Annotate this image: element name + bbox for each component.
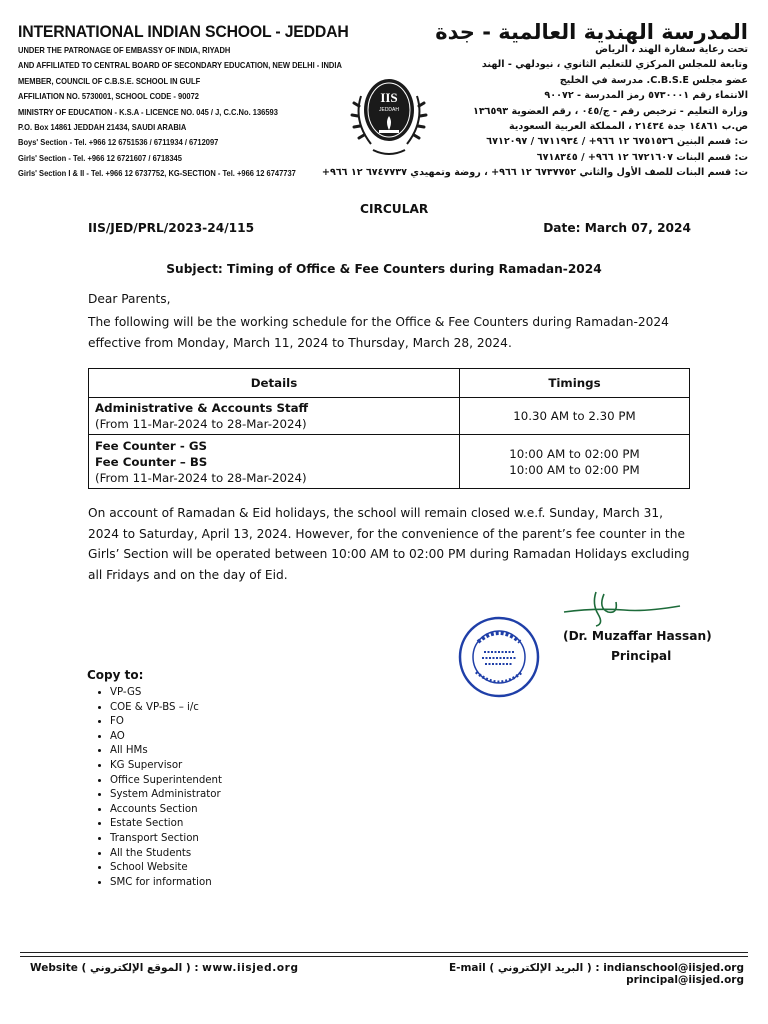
letterhead-line-english: AND AFFILIATED TO CENTRAL BOARD OF SECONDARY EDUCATION, NEW DELHI - INDIA — [18, 61, 342, 71]
row-detail-note: (From 11-Mar-2024 to 28-Mar-2024) — [95, 470, 307, 485]
letterhead-line-arabic: ص.ب ١٤٨٦١ جدة ٢١٤٣٤ ، المملكة العربية السعودية — [508, 121, 748, 133]
letterhead-line-arabic: الانتماء رقم ٥٧٣٠٠٠١ رمز المدرسة - ٩٠٠٧٢ — [544, 90, 748, 102]
letterhead-line-arabic: عضو مجلس C.B.S.E. مدرسة في الخليج — [559, 74, 748, 86]
letterhead-line-english: MINISTRY OF EDUCATION - K.S.A - LICENCE NO. 045 / J, C.C.No. 136593 — [18, 107, 278, 117]
list-item: • Estate Section — [110, 817, 222, 832]
salutation: Dear Parents, — [88, 292, 171, 306]
logo-initials: IIS — [380, 90, 398, 105]
header-timings: Timings — [460, 369, 690, 398]
circular-heading: CIRCULAR — [360, 202, 429, 216]
row-detail-note: (From 11-Mar-2024 to 28-Mar-2024) — [95, 417, 307, 431]
website-label: Website ( الموقع الإلكتروني ) : — [30, 962, 199, 974]
circular-reference: IIS/JED/PRL/2023-24/115 — [88, 221, 255, 235]
list-item: • Transport Section — [110, 832, 222, 847]
footer-email — [449, 962, 744, 986]
list-item: • FO — [110, 715, 222, 730]
table-row — [89, 398, 690, 435]
letterhead-line-english: Girls' Section - Tel. +966 12 6721607 / 6718345 — [18, 153, 182, 163]
letterhead-english — [18, 22, 363, 182]
list-item: • SMC for information — [110, 876, 222, 891]
row-timings — [460, 435, 690, 489]
letterhead-line-english: AFFILIATION NO. 5730001, SCHOOL CODE - 90072 — [18, 92, 199, 102]
school-name-arabic: المدرسة الهندية العالمية - جدة — [435, 20, 748, 44]
signature — [556, 588, 686, 628]
list-item: • System Administrator — [110, 788, 222, 803]
letterhead-line-english: Girls' Section I & II - Tel. +966 12 6737752, KG-SECTION - Tel. +966 12 6747737 — [18, 169, 296, 179]
letterhead-line-arabic: وزارة التعليم - ترخيص رقم - ج/٠٤٥ ، رقم العضوية ١٣٦٥٩٣ — [472, 105, 748, 117]
letterhead-line-arabic: وتابعة للمجلس المركزي للتعليم الثانوي ، نيودلهي - الهند — [481, 59, 748, 71]
school-name-english: INTERNATIONAL INDIAN SCHOOL - JEDDAH — [18, 22, 349, 41]
row-details — [89, 398, 460, 435]
letterhead-line-arabic: ت: قسم البنات ٦٧٢١٦٠٧ ١٢ ٩٦٦+ / ٦٧١٨٣٤٥ — [536, 151, 748, 163]
row-detail-title: Administrative & Accounts Staff — [95, 401, 309, 415]
row-timing: 10:00 AM to 02:00 PM — [509, 462, 640, 477]
row-timing: 10:00 AM to 02:00 PM — [509, 446, 640, 461]
list-item: • All HMs — [110, 744, 222, 759]
list-item: • AO — [110, 730, 222, 745]
letterhead-line-arabic: ت: قسم البنات للصف الأول والثاني ٦٧٣٧٧٥٢ ١٢ ٩٦٦+ ، روضة وتمهيدي ٦٧٤٧٧٣٧ ١٢ ٩٦٦+ — [321, 167, 748, 179]
email-link-principal[interactable]: principal@iisjed.org — [626, 974, 744, 986]
footer-website — [30, 962, 299, 974]
row-detail-title: Fee Counter - GS — [95, 438, 207, 453]
letterhead-line-english: P.O. Box 14861 JEDDAH 21434, SAUDI ARABIA — [18, 123, 187, 133]
header-details: Details — [89, 369, 460, 398]
row-timings — [460, 398, 690, 435]
copy-to-list — [88, 686, 222, 890]
signatory-title: Principal — [611, 649, 672, 663]
signatory-name: (Dr. Muzaffar Hassan) — [563, 629, 712, 643]
circular-date: Date: March 07, 2024 — [543, 221, 691, 235]
copy-to-heading: Copy to: — [87, 668, 144, 682]
letterhead-line-english: MEMBER, COUNCIL OF C.B.S.E. SCHOOL IN GULF — [18, 76, 201, 86]
list-item: • School Website — [110, 861, 222, 876]
logo-city: JEDDAH — [378, 107, 400, 113]
email-label: E-mail ( البريد الإلكتروني ) : — [448, 962, 600, 974]
email-link-school[interactable]: indianschool@iisjed.org — [603, 962, 744, 974]
row-detail-title: Fee Counter – BS — [95, 454, 208, 469]
list-item: • Accounts Section — [110, 803, 222, 818]
letterhead-line-arabic: ت: قسم البنين ٦٧٥١٥٣٦ ١٢ ٩٦٦+ / ٦٧١١٩٣٤ / ٦٧١٢٠٩٧ — [486, 136, 748, 148]
list-item: • VP-GS — [110, 686, 222, 701]
letterhead-line-english: UNDER THE PATRONAGE OF EMBASSY OF INDIA, RIYADH — [18, 46, 231, 55]
footer-divider — [20, 956, 748, 957]
list-item: • All the Students — [110, 847, 222, 862]
letterhead-line-arabic: تحت رعاية سفارة الهند ، الرياض — [595, 44, 748, 55]
row-details — [89, 435, 460, 489]
intro-paragraph: The following will be the working schedule for the Office & Fee Counters during Ramadan-2024 effective from Monday, March 11, 2024 to Thursday, March 28, 2024. — [88, 315, 669, 350]
circular-subject: Subject: Timing of Office & Fee Counters during Ramadan-2024 — [166, 262, 602, 276]
letterhead-details-english — [18, 43, 363, 182]
letterhead-line-english: Boys' Section - Tel. +966 12 6751536 / 6711934 / 6712097 — [18, 138, 219, 148]
footer-divider — [20, 952, 748, 953]
list-item: • KG Supervisor — [110, 759, 222, 774]
row-timing: 10.30 AM to 2.30 PM — [513, 409, 636, 423]
website-link[interactable]: www.iisjed.org — [202, 962, 299, 974]
table-row — [89, 435, 690, 489]
table-header-row — [89, 369, 690, 398]
list-item: • COE & VP-BS – i/c — [110, 701, 222, 716]
list-item: • Office Superintendent — [110, 774, 222, 789]
schedule-table — [88, 368, 690, 489]
school-stamp — [458, 616, 540, 698]
closing-paragraph: On account of Ramadan & Eid holidays, the school will remain closed w.e.f. Sunday, March 31, 2024 to Saturday, April 13, 2024. However, for the convenience of the parent’s fee counter in the Girls’ Section will be operated between 10:00 AM to 02:00 PM during Ramadan Holidays excluding all Fridays and on the day of Eid. — [88, 506, 690, 582]
